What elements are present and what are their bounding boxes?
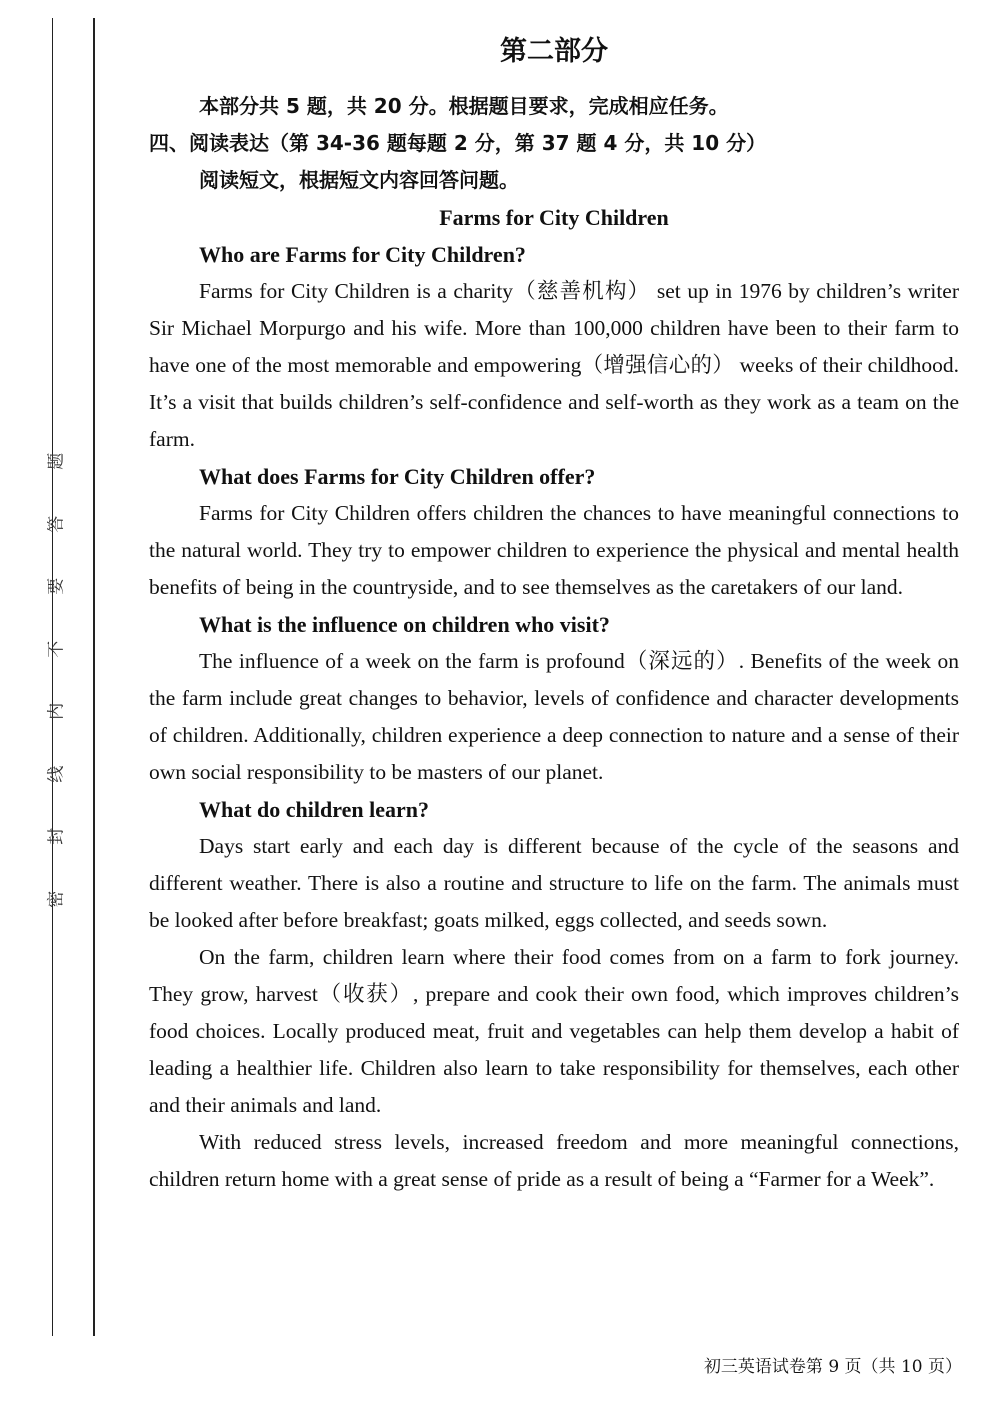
binding-line-outer bbox=[52, 18, 53, 1336]
page-content bbox=[149, 30, 959, 1198]
question-heading: What is the influence on children who visit? bbox=[199, 612, 610, 637]
question-heading: Who are Farms for City Children? bbox=[199, 242, 526, 267]
seal-char: 要 bbox=[45, 577, 66, 595]
question-heading: What do children learn? bbox=[199, 797, 430, 822]
seal-char: 内 bbox=[45, 702, 66, 720]
question-heading: What does Farms for City Children offer? bbox=[199, 464, 596, 489]
paragraph: The influence of a week on the farm is profound（深远的）. Benefits of the week on the farm include great changes to behavior, levels of confidence and character developments of children. Additionally, children experience a deep connection to nature and a sense of their own social responsibility to be masters of our planet. bbox=[149, 649, 959, 784]
seal-char: 不 bbox=[45, 640, 66, 658]
seal-char: 线 bbox=[45, 765, 66, 783]
paragraph: Days start early and each day is different because of the cycle of the seasons and different weather. There is also a routine and structure to life on the farm. The animals must be looked after before breakfast; goats milked, eggs collected, and seeds sown. bbox=[149, 834, 959, 932]
seal-char: 题 bbox=[45, 452, 66, 470]
seal-char: 密 bbox=[45, 890, 66, 908]
page-footer: 初三英语试卷第 9 页（共 10 页） bbox=[703, 1357, 962, 1377]
seal-char: 封 bbox=[45, 827, 66, 845]
instruction-line: 阅读短文，根据短文内容回答问题。 bbox=[199, 168, 519, 192]
instruction-line: 四、阅读表达（第 34-36 题每题 2 分，第 37 题 4 分，共 10 分） bbox=[149, 131, 767, 155]
paragraph: Farms for City Children offers children the chances to have meaningful connections to the natural world. They try to empower children to experience the physical and mental health benefits of being in the countryside, and to see themselves as the caretakers of our land. bbox=[149, 501, 959, 599]
seal-char: 答 bbox=[45, 515, 66, 533]
paragraph: On the farm, children learn where their food comes from on a farm to fork journey. They grow, harvest（收获）, prepare and cook their own food, which improves children’s food choices. Locally produced meat, fruit and vegetables can help them develop a habit of leading a healthier life. Children also learn to take responsibility for themselves, each other and their animals and land. bbox=[149, 945, 959, 1117]
paragraph: Farms for City Children is a charity（慈善机构） set up in 1976 by children’s writer Sir Michael Morpurgo and his wife. More than 100,000 children have been to their farm to have one of the most memorable and empowering（增强信心的） weeks of their childhood. It’s a visit that builds children’s self-confidence and self-worth as they work as a team on the farm. bbox=[149, 279, 959, 451]
seal-line-notice bbox=[45, 430, 87, 930]
instruction-line: 本部分共 5 题，共 20 分。根据题目要求，完成相应任务。 bbox=[199, 94, 729, 118]
section-title: 第二部分 bbox=[500, 36, 608, 67]
article-title: Farms for City Children bbox=[439, 205, 669, 230]
paragraph: With reduced stress levels, increased freedom and more meaningful connections, children return home with a great sense of pride as a result of being a “Farmer for a Week”. bbox=[149, 1130, 959, 1191]
binding-line-inner bbox=[93, 18, 95, 1336]
